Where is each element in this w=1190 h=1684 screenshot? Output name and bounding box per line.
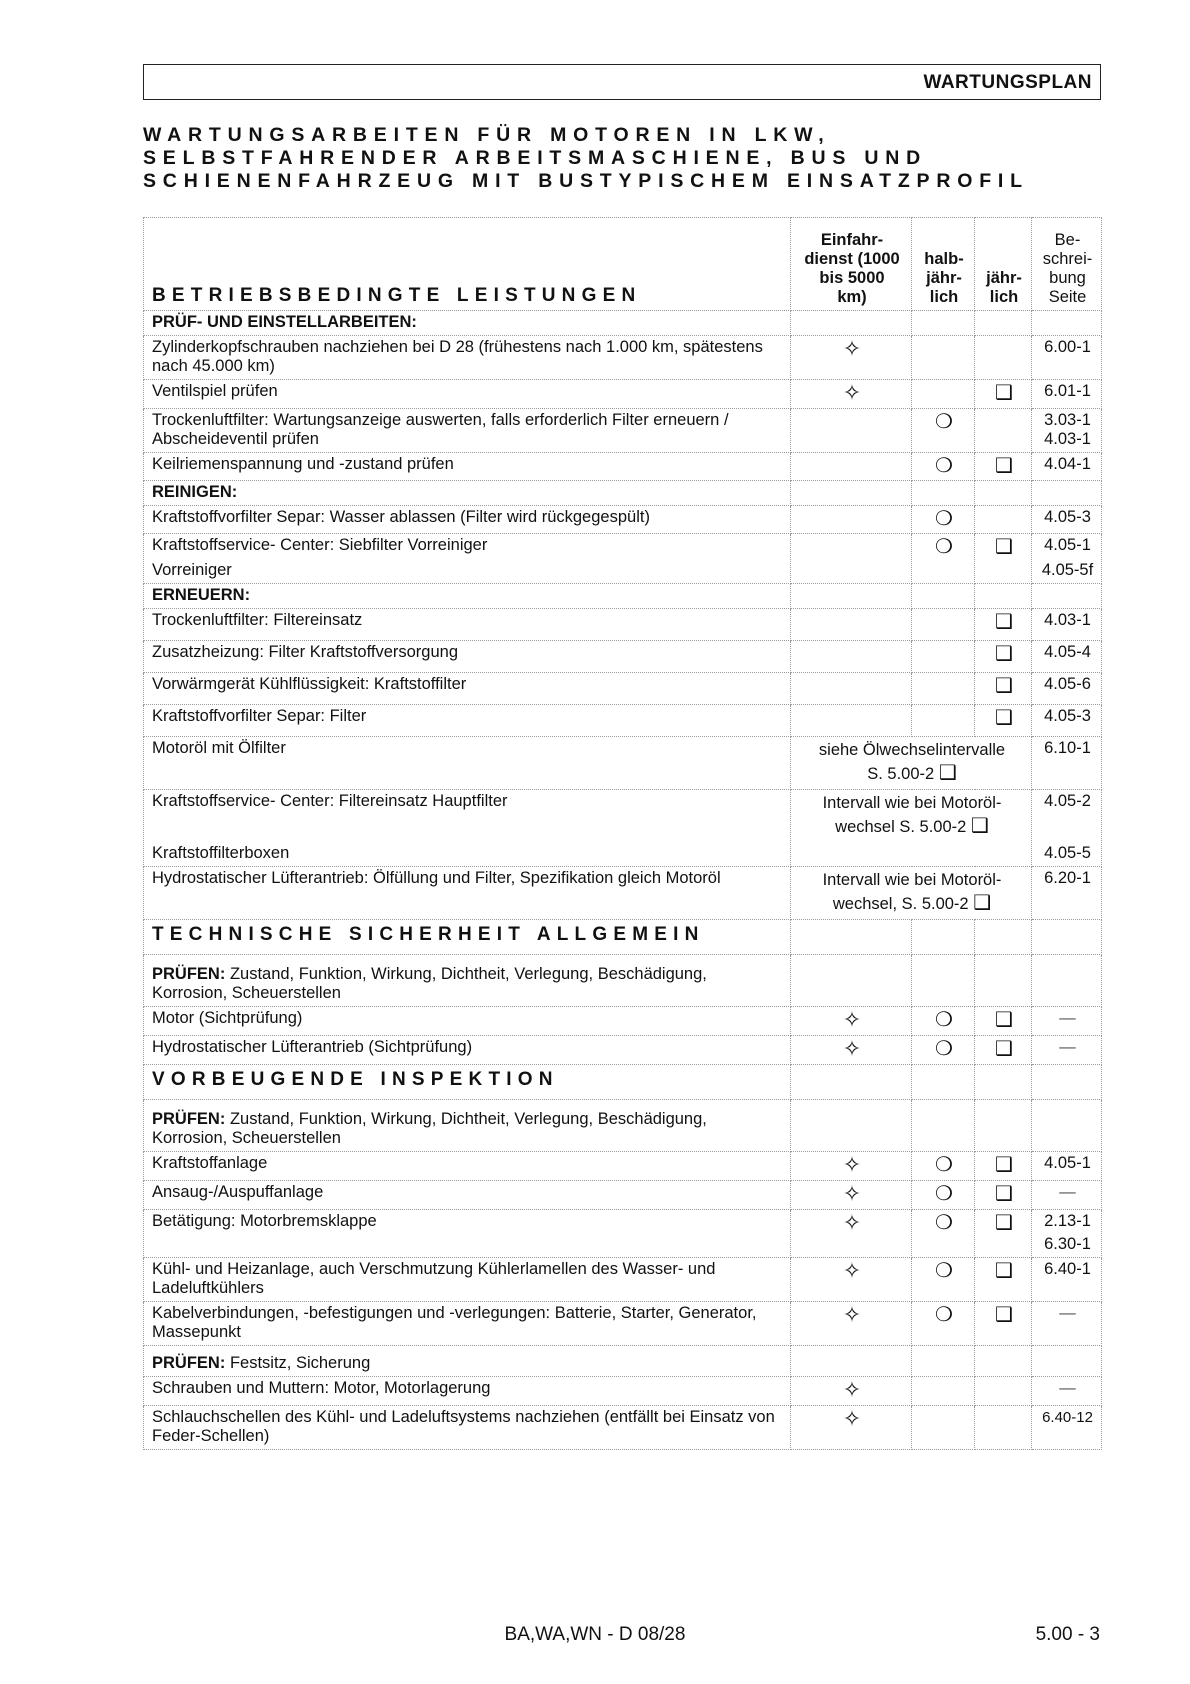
star-icon: ✧	[842, 1406, 862, 1431]
task-text: Kabelverbindungen, -befestigungen und -verlegungen: Batterie, Starter, Generator, Massepunkt	[144, 1302, 791, 1346]
check-text: Zustand, Funktion, Wirkung, Dichtheit, Verlegung, Beschädigung, Korrosion, Scheuerstellen	[152, 1110, 707, 1147]
maintenance-table	[143, 217, 1102, 1450]
page-ref: 4.05-1	[1032, 1152, 1102, 1181]
task-text: Zylinderkopfschrauben nachziehen bei D 28 (frühestens nach 1.000 km, spätestens nach 45.000 km)	[144, 336, 791, 380]
table-row	[144, 641, 1102, 673]
star-icon: ✧	[842, 1007, 862, 1032]
circle-icon: ❍	[935, 1260, 953, 1282]
task-text: Ansaug-/Auspuffanlage	[144, 1181, 791, 1210]
square-icon: ❑	[995, 707, 1013, 729]
page-title	[143, 124, 1103, 193]
circle-icon: ❍	[935, 1038, 953, 1060]
task-text: Ventilspiel prüfen	[144, 380, 791, 409]
square-icon: ❑	[995, 611, 1013, 633]
col-header-breakin: Einfahr- dienst (1000 bis 5000 km)	[791, 218, 912, 311]
task-text: Motoröl mit Ölfilter	[144, 737, 791, 790]
page-ref: 4.05-2	[1044, 792, 1091, 810]
table-row	[144, 534, 1102, 584]
table-row	[144, 1210, 1102, 1258]
subheading: REINIGEN:	[144, 481, 791, 506]
star-icon: ✧	[842, 1152, 862, 1177]
circle-icon: ❍	[935, 1009, 953, 1031]
interval-note: siehe Ölwechselintervalle	[818, 741, 1006, 759]
footer-doc-id: BA,WA,WN - D 08/28	[504, 1624, 686, 1645]
circle-icon: ❍	[935, 1212, 953, 1234]
table-row	[144, 1100, 1102, 1152]
page-ref: 4.05-6	[1032, 673, 1102, 705]
check-text: Zustand, Funktion, Wirkung, Dichtheit, Verlegung, Beschädigung, Korrosion, Scheuerstellen	[152, 965, 707, 1002]
table-row	[144, 336, 1102, 380]
square-icon: ❑	[973, 892, 992, 914]
subheading: ERNEUERN:	[144, 584, 791, 609]
page-ref: —	[1032, 1007, 1102, 1036]
page-ref: 4.03-1	[1044, 430, 1091, 448]
table-header-row	[144, 218, 1102, 311]
table-row	[144, 1406, 1102, 1450]
interval-note: Intervall wie bei Motoröl-	[822, 871, 1002, 889]
page-ref: 6.10-1	[1032, 737, 1102, 790]
table-row	[144, 1007, 1102, 1036]
title-line: WARTUNGSARBEITEN FÜR MOTOREN IN LKW,	[143, 124, 831, 146]
task-text: Kühl- und Heizanlage, auch Verschmutzung Kühlerlamellen des Wasser- und Ladeluftkühlers	[144, 1258, 791, 1302]
page-ref: 6.40-1	[1032, 1258, 1102, 1302]
star-icon: ✧	[842, 1258, 862, 1283]
check-label: PRÜFEN:	[152, 1354, 226, 1372]
table-row	[144, 311, 1102, 336]
circle-icon: ❍	[935, 536, 953, 558]
interval-note: wechsel S. 5.00-2	[835, 818, 967, 836]
check-label: PRÜFEN:	[152, 1110, 226, 1128]
star-icon: ✧	[842, 1377, 862, 1402]
interval-note: wechsel, S. 5.00-2	[832, 895, 969, 913]
table-row	[144, 1036, 1102, 1065]
table-row	[144, 673, 1102, 705]
page-ref: 6.01-1	[1032, 380, 1102, 409]
circle-icon: ❍	[935, 1304, 953, 1326]
page-ref: 4.03-1	[1032, 609, 1102, 641]
page-ref: 6.00-1	[1032, 336, 1102, 380]
page-ref: 2.13-1	[1044, 1212, 1091, 1230]
header-box	[143, 64, 1101, 100]
task-text: Kraftstoffilterboxen	[152, 844, 290, 862]
square-icon: ❑	[995, 1260, 1013, 1282]
table-row	[144, 1346, 1102, 1377]
page-ref: 4.05-1	[1044, 536, 1091, 554]
square-icon: ❑	[995, 1009, 1013, 1031]
star-icon: ✧	[842, 1181, 862, 1206]
table-row	[144, 409, 1102, 453]
star-icon: ✧	[842, 336, 862, 361]
table-row	[144, 1302, 1102, 1346]
task-text: Vorreiniger	[152, 561, 232, 579]
task-text: Trockenluftfilter: Filtereinsatz	[144, 609, 791, 641]
page-ref: 4.05-5	[1044, 844, 1091, 862]
star-icon: ✧	[842, 380, 862, 405]
header-title: WARTUNGSPLAN	[923, 72, 1092, 93]
col-header-yearly: jähr- lich	[975, 218, 1032, 311]
square-icon: ❑	[995, 1183, 1013, 1205]
task-text: Vorwärmgerät Kühlflüssigkeit: Kraftstoffilter	[144, 673, 791, 705]
page-ref: 6.40-12	[1032, 1406, 1102, 1450]
page-ref: 4.04-1	[1032, 453, 1102, 481]
table-row	[144, 380, 1102, 409]
square-icon: ❑	[995, 455, 1013, 477]
square-icon: ❑	[995, 1212, 1013, 1234]
page-ref: 6.30-1	[1044, 1235, 1091, 1253]
star-icon: ✧	[842, 1036, 862, 1061]
task-text: Kraftstoffvorfilter Separ: Filter	[144, 705, 791, 737]
title-line: SELBSTFAHRENDER ARBEITSMASCHIENE, BUS UND	[143, 147, 928, 169]
table-row	[144, 453, 1102, 481]
page-ref: —	[1032, 1377, 1102, 1406]
page-ref: —	[1032, 1302, 1102, 1346]
section-title: BETRIEBSBEDINGTE LEISTUNGEN	[152, 285, 642, 306]
footer-page-number: 5.00 - 3	[1035, 1624, 1100, 1645]
table-row	[144, 790, 1102, 867]
task-text: Zusatzheizung: Filter Kraftstoffversorgung	[144, 641, 791, 673]
table-row	[144, 705, 1102, 737]
square-icon: ❑	[995, 675, 1013, 697]
page-ref: 4.05-5f	[1041, 561, 1094, 579]
square-icon: ❑	[995, 1154, 1013, 1176]
square-icon: ❑	[995, 643, 1013, 665]
table-row	[144, 955, 1102, 1007]
subheading: PRÜF- UND EINSTELLARBEITEN:	[144, 311, 791, 336]
task-text: Kraftstoffservice- Center: Filtereinsatz Hauptfilter	[152, 792, 508, 810]
table-row	[144, 1258, 1102, 1302]
task-text: Hydrostatischer Lüfterantrieb: Ölfüllung und Filter, Spezifikation gleich Motoröl	[144, 867, 791, 920]
table-row	[144, 1181, 1102, 1210]
star-icon: ✧	[842, 1302, 862, 1327]
title-line: SCHIENENFAHRZEUG MIT BUSTYPISCHEM EINSATZPROFIL	[143, 170, 1029, 192]
section-title: TECHNISCHE SICHERHEIT ALLGEMEIN	[152, 924, 705, 945]
task-text: Trockenluftfilter: Wartungsanzeige auswerten, falls erforderlich Filter erneuern / Abscheideventil prüfen	[144, 409, 791, 453]
circle-icon: ❍	[935, 411, 953, 433]
table-row	[144, 1152, 1102, 1181]
task-text: Schlauchschellen des Kühl- und Ladeluftsystems nachziehen (entfällt bei Einsatz von Feder-Schellen)	[144, 1406, 791, 1450]
check-label: PRÜFEN:	[152, 965, 226, 983]
page-ref: 6.20-1	[1032, 867, 1102, 920]
table-row	[144, 737, 1102, 790]
col-header-half-yearly: halb- jähr- lich	[912, 218, 975, 311]
task-text: Schrauben und Muttern: Motor, Motorlagerung	[144, 1377, 791, 1406]
square-icon: ❑	[995, 382, 1013, 404]
task-text: Kraftstoffanlage	[144, 1152, 791, 1181]
square-icon: ❑	[938, 762, 957, 784]
square-icon: ❑	[995, 536, 1013, 558]
table-row	[144, 920, 1102, 955]
circle-icon: ❍	[935, 1183, 953, 1205]
circle-icon: ❍	[935, 1154, 953, 1176]
square-icon: ❑	[995, 1304, 1013, 1326]
circle-icon: ❍	[935, 508, 953, 530]
table-row	[144, 609, 1102, 641]
table-row	[144, 481, 1102, 506]
table-row	[144, 506, 1102, 534]
square-icon: ❑	[970, 815, 989, 837]
square-icon: ❑	[995, 1038, 1013, 1060]
page-ref: —	[1032, 1036, 1102, 1065]
col-header-description: Be- schrei- bung Seite	[1032, 218, 1102, 311]
task-text: Keilriemenspannung und -zustand prüfen	[144, 453, 791, 481]
task-text: Motor (Sichtprüfung)	[144, 1007, 791, 1036]
task-text: Kraftstoffservice- Center: Siebfilter Vorreiniger	[152, 536, 488, 554]
section-title: VORBEUGENDE INSPEKTION	[152, 1069, 559, 1090]
page-ref: 4.05-3	[1032, 705, 1102, 737]
page-ref: 4.05-3	[1032, 506, 1102, 534]
interval-note: S. 5.00-2	[867, 765, 935, 783]
table-row	[144, 1065, 1102, 1100]
page-ref: —	[1032, 1181, 1102, 1210]
task-text: Kraftstoffvorfilter Separ: Wasser ablassen (Filter wird rückgegespült)	[144, 506, 791, 534]
page-ref: 3.03-1	[1044, 411, 1091, 429]
circle-icon: ❍	[935, 455, 953, 477]
page-ref: 4.05-4	[1032, 641, 1102, 673]
interval-note: Intervall wie bei Motoröl-	[822, 794, 1002, 812]
table-row	[144, 1377, 1102, 1406]
task-text: Hydrostatischer Lüfterantrieb (Sichtprüfung)	[144, 1036, 791, 1065]
star-icon: ✧	[842, 1210, 862, 1235]
table-row	[144, 584, 1102, 609]
table-row	[144, 867, 1102, 920]
task-text: Betätigung: Motorbremsklappe	[144, 1210, 791, 1258]
check-text: Festsitz, Sicherung	[229, 1354, 371, 1372]
